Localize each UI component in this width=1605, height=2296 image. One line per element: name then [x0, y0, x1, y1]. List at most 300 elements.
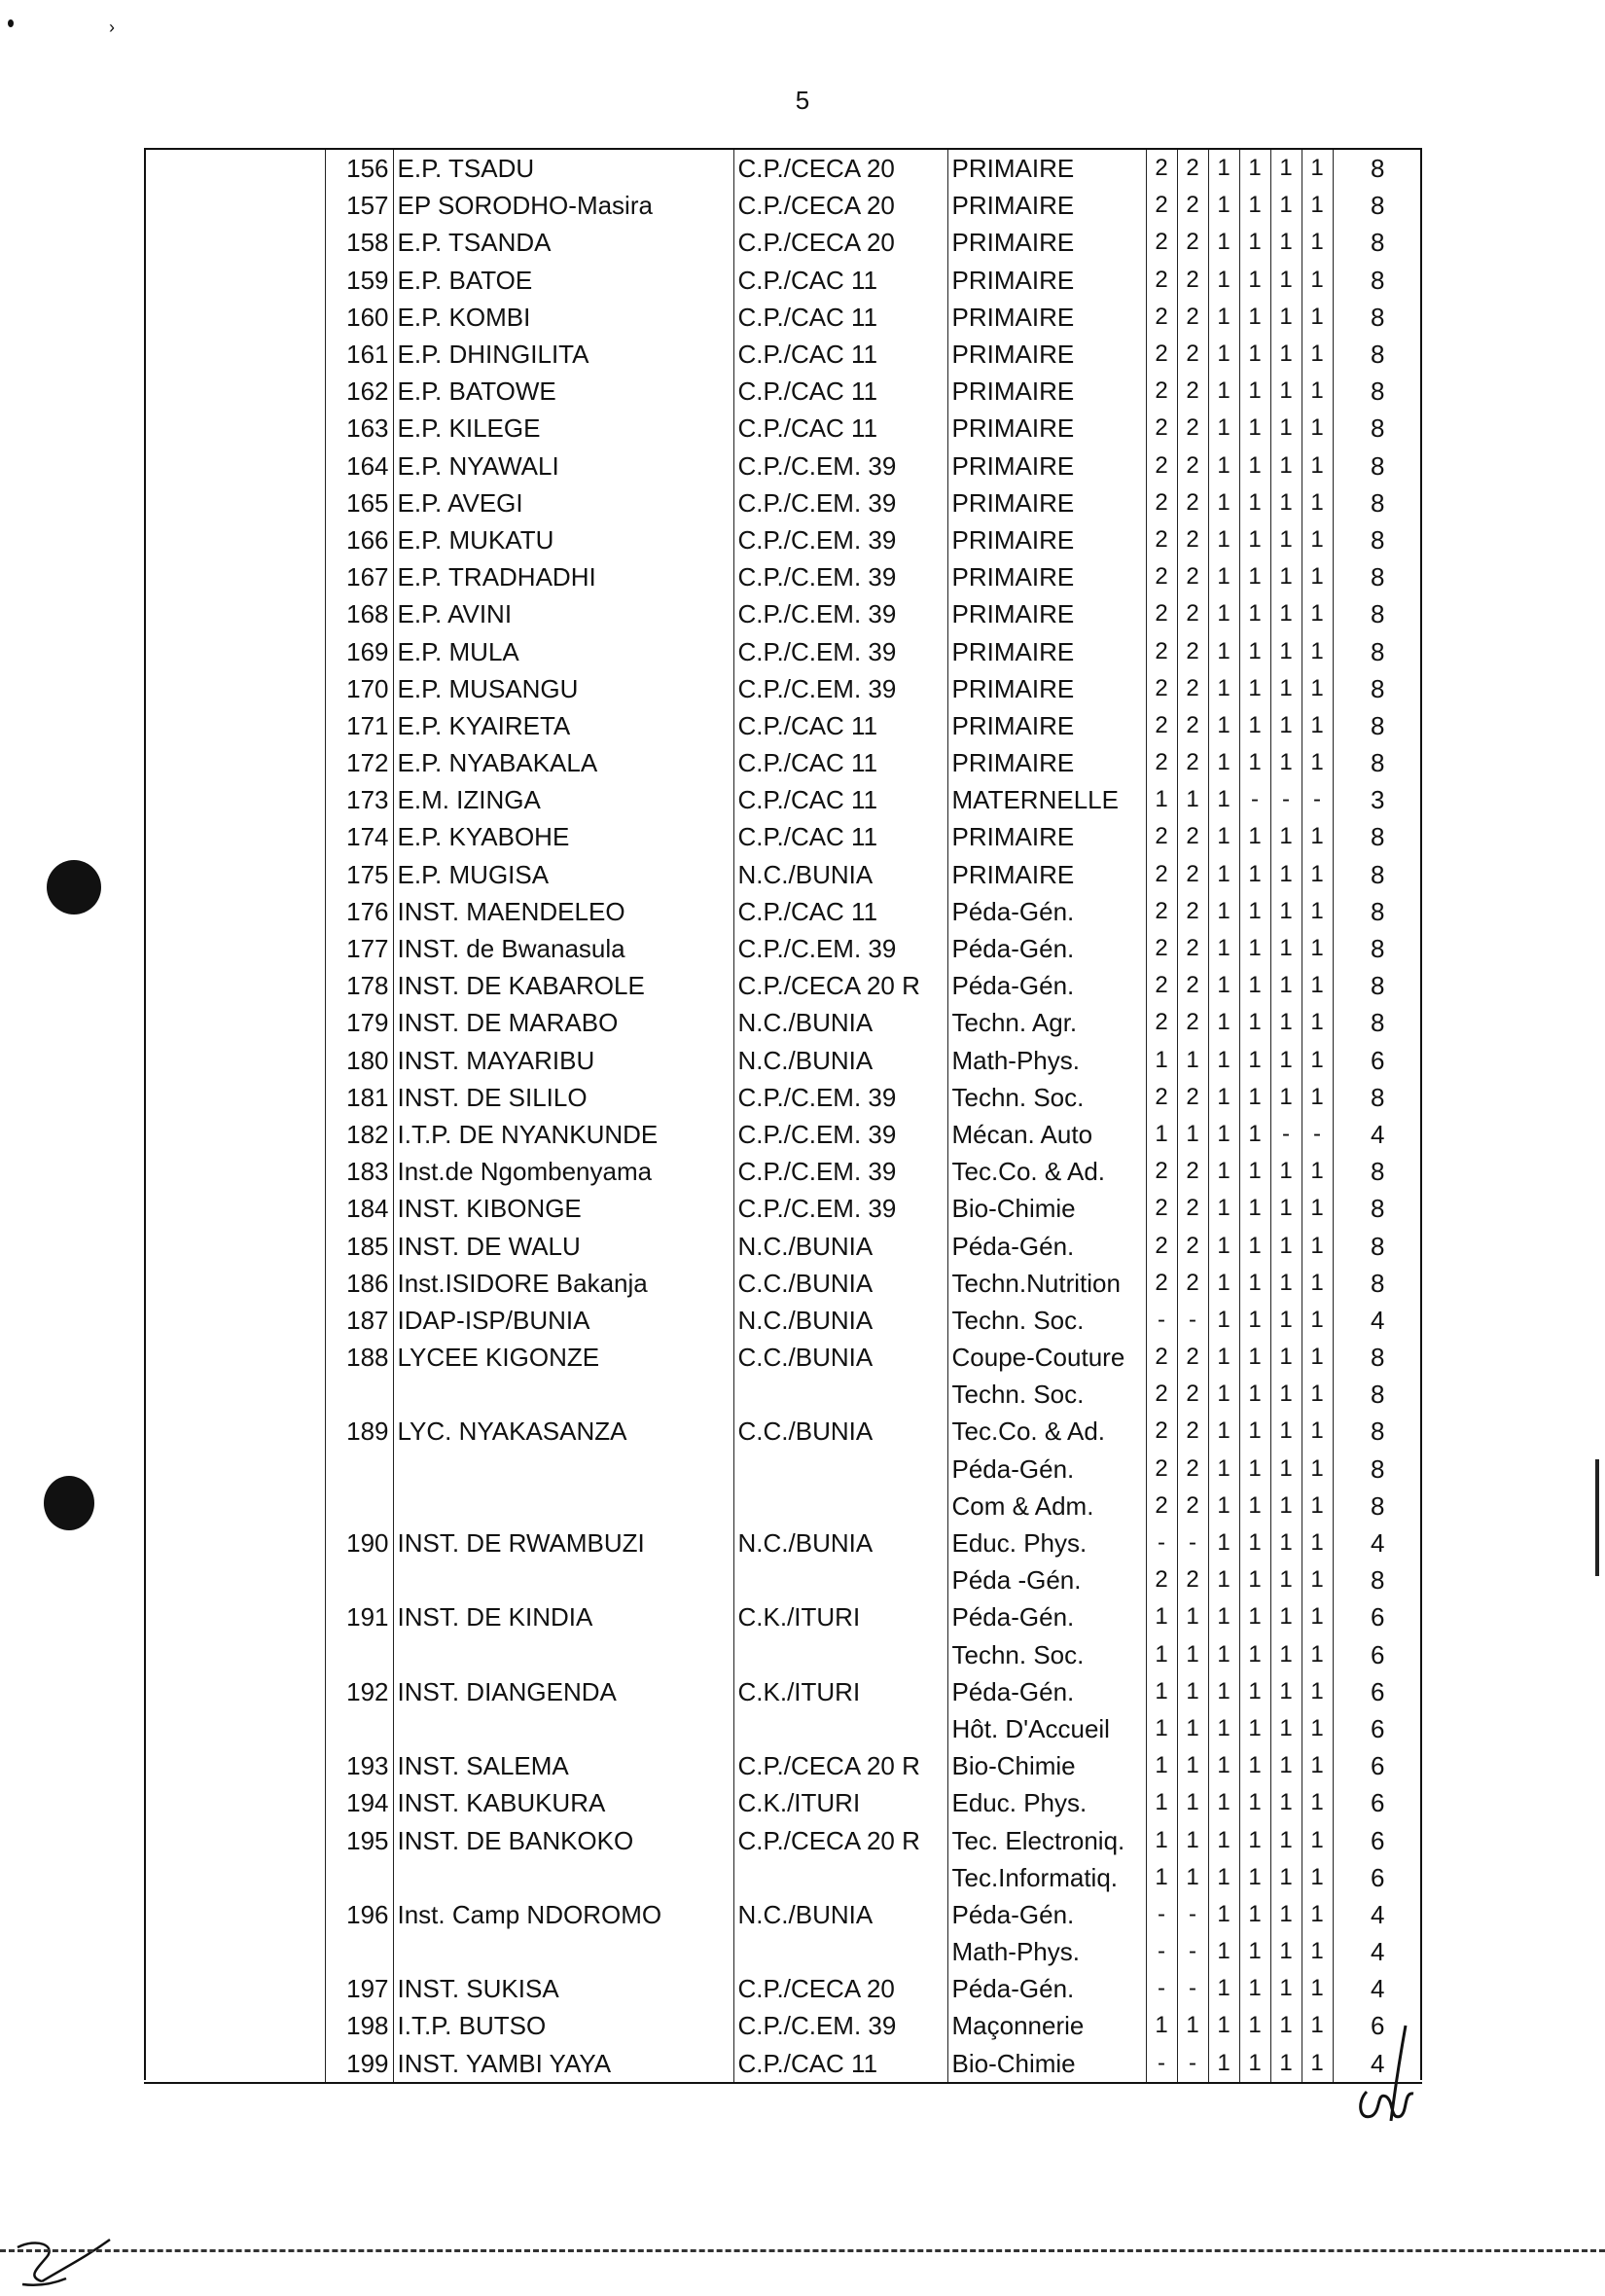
cell-section: Bio-Chimie — [947, 1747, 1146, 1784]
cell-section: PRIMAIRE — [947, 373, 1146, 410]
cell-total: 8 — [1333, 149, 1422, 187]
cell-c2: 1 — [1177, 1598, 1208, 1635]
cell-section: Péda-Gén. — [947, 967, 1146, 1004]
row-blank-cell — [144, 707, 325, 744]
cell-c4: 1 — [1239, 224, 1270, 261]
cell-c1: 2 — [1146, 818, 1177, 855]
cell-total: 4 — [1333, 1116, 1422, 1153]
row-blank-cell — [144, 1933, 325, 1970]
cell-school: INST. DE KINDIA — [393, 1598, 733, 1635]
table-row — [144, 448, 1422, 484]
cell-total: 4 — [1333, 1896, 1422, 1933]
cell-c3: 1 — [1208, 1079, 1239, 1116]
cell-school: INST. DE WALU — [393, 1227, 733, 1264]
cell-school: I.T.P. BUTSO — [393, 2007, 733, 2044]
cell-total: 6 — [1333, 1821, 1422, 1858]
cell-section: Tec.Informatiq. — [947, 1859, 1146, 1896]
cell-c1: 2 — [1146, 1153, 1177, 1190]
cell-total: 8 — [1333, 1339, 1422, 1376]
cell-c4: 1 — [1239, 1488, 1270, 1525]
cell-c2: - — [1177, 2045, 1208, 2083]
cell-section: Techn. Soc. — [947, 1302, 1146, 1339]
cell-no: 196 — [325, 1896, 393, 1933]
cell-office: N.C./BUNIA — [733, 1302, 947, 1339]
cell-total: 8 — [1333, 967, 1422, 1004]
cell-c4: 1 — [1239, 1413, 1270, 1450]
cell-c2: 2 — [1177, 1265, 1208, 1302]
cell-c3: 1 — [1208, 1116, 1239, 1153]
cell-office: C.P./C.EM. 39 — [733, 484, 947, 521]
cell-c2: 2 — [1177, 1079, 1208, 1116]
cell-c1: 1 — [1146, 2007, 1177, 2044]
cell-school: E.P. DHINGILITA — [393, 336, 733, 373]
cell-school: INST. MAYARIBU — [393, 1042, 733, 1079]
cell-c5: 1 — [1270, 1451, 1302, 1488]
cell-c5: 1 — [1270, 1190, 1302, 1227]
page-number: 5 — [795, 86, 810, 115]
table-row — [144, 2007, 1422, 2044]
cell-c4: 1 — [1239, 1004, 1270, 1041]
table-row — [144, 1265, 1422, 1302]
cell-c6: 1 — [1302, 1598, 1333, 1635]
cell-school: INST. SALEMA — [393, 1747, 733, 1784]
cell-c5: 1 — [1270, 521, 1302, 558]
cell-no: 176 — [325, 893, 393, 930]
cell-no: 195 — [325, 1821, 393, 1858]
cell-school — [393, 1376, 733, 1413]
cell-c6: 1 — [1302, 224, 1333, 261]
cell-c5: 1 — [1270, 1784, 1302, 1821]
cell-c5: 1 — [1270, 1227, 1302, 1264]
cell-school: LYCEE KIGONZE — [393, 1339, 733, 1376]
cell-c2: - — [1177, 1525, 1208, 1561]
cell-c2: 2 — [1177, 1376, 1208, 1413]
cell-c2: 2 — [1177, 336, 1208, 373]
cell-c6: 1 — [1302, 744, 1333, 781]
cell-c1: 1 — [1146, 1598, 1177, 1635]
cell-c4: 1 — [1239, 893, 1270, 930]
row-blank-cell — [144, 1190, 325, 1227]
cell-c1: 2 — [1146, 1004, 1177, 1041]
cell-c5: 1 — [1270, 1933, 1302, 1970]
cell-section: Techn.Nutrition — [947, 1265, 1146, 1302]
cell-c6: 1 — [1302, 1970, 1333, 2007]
cell-c4: 1 — [1239, 299, 1270, 336]
cell-c3: 1 — [1208, 1933, 1239, 1970]
table-row — [144, 856, 1422, 893]
cell-c5: 1 — [1270, 1970, 1302, 2007]
cell-total: 8 — [1333, 410, 1422, 447]
cell-total: 6 — [1333, 1598, 1422, 1635]
cell-c1: 2 — [1146, 930, 1177, 967]
cell-total: 6 — [1333, 1636, 1422, 1673]
cell-office: C.P./C.EM. 39 — [733, 632, 947, 669]
table-row — [144, 1227, 1422, 1264]
table-row — [144, 1970, 1422, 2007]
cell-section: PRIMAIRE — [947, 299, 1146, 336]
cell-c6: 1 — [1302, 1042, 1333, 1079]
cell-total: 8 — [1333, 856, 1422, 893]
cell-c1: 2 — [1146, 1561, 1177, 1598]
cell-c2: 2 — [1177, 1004, 1208, 1041]
cell-c5: - — [1270, 781, 1302, 818]
row-blank-cell — [144, 1859, 325, 1896]
cell-c5: 1 — [1270, 1710, 1302, 1747]
cell-c2: 2 — [1177, 262, 1208, 299]
cell-school: Inst. Camp NDOROMO — [393, 1896, 733, 1933]
cell-c4: 1 — [1239, 1784, 1270, 1821]
cell-c5: 1 — [1270, 1859, 1302, 1896]
cell-section: Péda-Gén. — [947, 1673, 1146, 1710]
cell-c3: 1 — [1208, 1451, 1239, 1488]
cell-c6: 1 — [1302, 558, 1333, 595]
cell-school: E.P. NYABAKALA — [393, 744, 733, 781]
cell-office — [733, 1451, 947, 1488]
table-row — [144, 373, 1422, 410]
cell-no: 188 — [325, 1339, 393, 1376]
cell-c3: 1 — [1208, 1004, 1239, 1041]
cell-school: INST. DE SILILO — [393, 1079, 733, 1116]
cell-office: C.C./BUNIA — [733, 1339, 947, 1376]
cell-c5: 1 — [1270, 224, 1302, 261]
cell-c3: 1 — [1208, 707, 1239, 744]
cell-no: 160 — [325, 299, 393, 336]
cell-school: EP SORODHO-Masira — [393, 187, 733, 224]
cell-c2: 1 — [1177, 1636, 1208, 1673]
cell-c4: 1 — [1239, 484, 1270, 521]
cell-section: PRIMAIRE — [947, 558, 1146, 595]
cell-c1: 2 — [1146, 893, 1177, 930]
cell-c5: 1 — [1270, 632, 1302, 669]
cell-office: C.P./CAC 11 — [733, 410, 947, 447]
cell-c5: 1 — [1270, 187, 1302, 224]
cell-c1: 1 — [1146, 1747, 1177, 1784]
cell-c1: - — [1146, 1896, 1177, 1933]
cell-c5: 1 — [1270, 336, 1302, 373]
table-row — [144, 744, 1422, 781]
cell-school: INST. DE KABAROLE — [393, 967, 733, 1004]
cell-section: PRIMAIRE — [947, 149, 1146, 187]
cell-c2: 2 — [1177, 224, 1208, 261]
cell-c1: 2 — [1146, 1413, 1177, 1450]
cell-c4: 1 — [1239, 262, 1270, 299]
cell-school: E.P. KILEGE — [393, 410, 733, 447]
edge-mark — [1595, 1459, 1599, 1576]
cell-c5: 1 — [1270, 967, 1302, 1004]
cell-c5: 1 — [1270, 595, 1302, 632]
cell-c2: 2 — [1177, 299, 1208, 336]
row-blank-cell — [144, 1747, 325, 1784]
cell-no: 191 — [325, 1598, 393, 1635]
cell-total: 8 — [1333, 1004, 1422, 1041]
cell-c4: 1 — [1239, 1265, 1270, 1302]
cell-section: PRIMAIRE — [947, 484, 1146, 521]
cell-c6: 1 — [1302, 1821, 1333, 1858]
cell-total: 8 — [1333, 1413, 1422, 1450]
cell-no: 168 — [325, 595, 393, 632]
cell-c1: - — [1146, 1933, 1177, 1970]
cell-c4: 1 — [1239, 2045, 1270, 2083]
cell-c5: 1 — [1270, 930, 1302, 967]
cell-total: 6 — [1333, 1042, 1422, 1079]
cell-total: 4 — [1333, 1302, 1422, 1339]
cell-no — [325, 1859, 393, 1896]
row-blank-cell — [144, 1227, 325, 1264]
row-blank-cell — [144, 893, 325, 930]
cell-office: C.K./ITURI — [733, 1784, 947, 1821]
cell-school — [393, 1636, 733, 1673]
cell-no: 179 — [325, 1004, 393, 1041]
row-blank-cell — [144, 1821, 325, 1858]
cell-section: Math-Phys. — [947, 1933, 1146, 1970]
table-row — [144, 1747, 1422, 1784]
cell-no — [325, 1561, 393, 1598]
cell-c6: 1 — [1302, 893, 1333, 930]
cell-total: 6 — [1333, 1859, 1422, 1896]
cell-c6: 1 — [1302, 1525, 1333, 1561]
cell-c3: 1 — [1208, 1896, 1239, 1933]
cell-c1: 1 — [1146, 1042, 1177, 1079]
cell-c1: 1 — [1146, 1636, 1177, 1673]
cell-section: PRIMAIRE — [947, 707, 1146, 744]
cell-c1: 1 — [1146, 1710, 1177, 1747]
cell-c4: 1 — [1239, 1933, 1270, 1970]
cell-c2: 1 — [1177, 2007, 1208, 2044]
cell-c1: 2 — [1146, 448, 1177, 484]
cell-office: N.C./BUNIA — [733, 1227, 947, 1264]
cell-c6: 1 — [1302, 595, 1333, 632]
cell-c4: 1 — [1239, 1451, 1270, 1488]
cell-section: Péda -Gén. — [947, 1561, 1146, 1598]
table-row — [144, 187, 1422, 224]
table-row — [144, 930, 1422, 967]
table-row — [144, 521, 1422, 558]
cell-c3: 1 — [1208, 856, 1239, 893]
table-row — [144, 1636, 1422, 1673]
cell-c1: - — [1146, 1970, 1177, 2007]
cell-school — [393, 1933, 733, 1970]
cell-office: N.C./BUNIA — [733, 856, 947, 893]
row-blank-cell — [144, 299, 325, 336]
cell-c1: 2 — [1146, 1376, 1177, 1413]
cell-c6: 1 — [1302, 1747, 1333, 1784]
cell-c3: 1 — [1208, 149, 1239, 187]
cell-no: 159 — [325, 262, 393, 299]
cell-c1: 2 — [1146, 262, 1177, 299]
cell-c6: 1 — [1302, 1227, 1333, 1264]
table-row — [144, 1004, 1422, 1041]
cell-school: IDAP-ISP/BUNIA — [393, 1302, 733, 1339]
cell-c6: 1 — [1302, 1339, 1333, 1376]
cell-c2: 2 — [1177, 1413, 1208, 1450]
cell-c3: 1 — [1208, 1376, 1239, 1413]
cell-total: 8 — [1333, 448, 1422, 484]
cell-c5: - — [1270, 1116, 1302, 1153]
cell-c1: 2 — [1146, 1079, 1177, 1116]
cell-no: 164 — [325, 448, 393, 484]
cell-c3: 1 — [1208, 1970, 1239, 2007]
cell-no: 197 — [325, 1970, 393, 2007]
cell-section: Tec.Co. & Ad. — [947, 1413, 1146, 1450]
scan-speck-mark: › — [109, 18, 115, 37]
cell-c3: 1 — [1208, 2045, 1239, 2083]
cell-c3: 1 — [1208, 484, 1239, 521]
cell-office: C.P./C.EM. 39 — [733, 1116, 947, 1153]
cell-c1: 2 — [1146, 484, 1177, 521]
cell-c5: 1 — [1270, 856, 1302, 893]
cell-c2: 2 — [1177, 670, 1208, 707]
cell-c4: 1 — [1239, 818, 1270, 855]
cell-section: Péda-Gén. — [947, 1227, 1146, 1264]
cell-c4: 1 — [1239, 373, 1270, 410]
cell-c6: 1 — [1302, 1413, 1333, 1450]
cell-total: 6 — [1333, 1710, 1422, 1747]
cell-school: INST. DIANGENDA — [393, 1673, 733, 1710]
cell-total: 3 — [1333, 781, 1422, 818]
cell-c3: 1 — [1208, 670, 1239, 707]
cell-c4: 1 — [1239, 521, 1270, 558]
row-blank-cell — [144, 632, 325, 669]
cell-section: Techn. Agr. — [947, 1004, 1146, 1041]
cell-c1: 2 — [1146, 1451, 1177, 1488]
cell-c4: 1 — [1239, 149, 1270, 187]
cell-c1: 2 — [1146, 1265, 1177, 1302]
cell-school — [393, 1561, 733, 1598]
cell-office: N.C./BUNIA — [733, 1896, 947, 1933]
row-blank-cell — [144, 1598, 325, 1635]
cell-office: C.P./CECA 20 R — [733, 1747, 947, 1784]
table-row — [144, 262, 1422, 299]
cell-school — [393, 1488, 733, 1525]
cell-section: Péda-Gén. — [947, 1896, 1146, 1933]
cell-c5: 1 — [1270, 818, 1302, 855]
cell-office: C.P./C.EM. 39 — [733, 670, 947, 707]
cell-c2: 2 — [1177, 149, 1208, 187]
cell-section: Péda-Gén. — [947, 1970, 1146, 2007]
cell-section: Hôt. D'Accueil — [947, 1710, 1146, 1747]
cell-c2: 2 — [1177, 410, 1208, 447]
cell-section: Tec. Electroniq. — [947, 1821, 1146, 1858]
cell-c6: 1 — [1302, 1004, 1333, 1041]
cell-c5: 1 — [1270, 2007, 1302, 2044]
cell-school: E.P. TSANDA — [393, 224, 733, 261]
cell-section: Coupe-Couture — [947, 1339, 1146, 1376]
cell-total: 8 — [1333, 595, 1422, 632]
table-row — [144, 1116, 1422, 1153]
cell-office — [733, 1376, 947, 1413]
cell-office: C.P./CAC 11 — [733, 262, 947, 299]
cell-total: 8 — [1333, 262, 1422, 299]
cell-school: E.P. MUKATU — [393, 521, 733, 558]
cell-c1: 2 — [1146, 670, 1177, 707]
cell-office — [733, 1636, 947, 1673]
cell-c1: - — [1146, 2045, 1177, 2083]
row-blank-cell — [144, 1970, 325, 2007]
cell-c1: 2 — [1146, 149, 1177, 187]
table-row — [144, 1190, 1422, 1227]
cell-total: 8 — [1333, 744, 1422, 781]
row-blank-cell — [144, 967, 325, 1004]
cell-c2: 2 — [1177, 632, 1208, 669]
row-blank-cell — [144, 2007, 325, 2044]
cell-c4: 1 — [1239, 1042, 1270, 1079]
cell-c4: 1 — [1239, 632, 1270, 669]
row-blank-cell — [144, 1896, 325, 1933]
cell-c4: 1 — [1239, 1710, 1270, 1747]
cell-no: 165 — [325, 484, 393, 521]
table-row — [144, 1821, 1422, 1858]
row-blank-cell — [144, 1079, 325, 1116]
cell-c2: 1 — [1177, 1859, 1208, 1896]
cell-c2: 2 — [1177, 187, 1208, 224]
cell-school — [393, 1859, 733, 1896]
cell-c4: 1 — [1239, 1376, 1270, 1413]
cell-c4: 1 — [1239, 1116, 1270, 1153]
binder-hole-upper — [47, 860, 101, 915]
table-row — [144, 967, 1422, 1004]
cell-c5: 1 — [1270, 1488, 1302, 1525]
cell-c1: 2 — [1146, 558, 1177, 595]
cell-c5: 1 — [1270, 1004, 1302, 1041]
table-row — [144, 1525, 1422, 1561]
cell-c4: 1 — [1239, 1561, 1270, 1598]
cell-total: 4 — [1333, 2045, 1422, 2083]
cell-c1: 2 — [1146, 1339, 1177, 1376]
row-blank-cell — [144, 1116, 325, 1153]
cell-total: 8 — [1333, 521, 1422, 558]
table-row — [144, 1376, 1422, 1413]
cell-c5: 1 — [1270, 1747, 1302, 1784]
cell-no: 163 — [325, 410, 393, 447]
row-blank-cell — [144, 930, 325, 967]
row-blank-cell — [144, 744, 325, 781]
cell-total: 8 — [1333, 670, 1422, 707]
cell-c6: 1 — [1302, 1265, 1333, 1302]
cell-c6: 1 — [1302, 1896, 1333, 1933]
row-blank-cell — [144, 1153, 325, 1190]
cell-c3: 1 — [1208, 1190, 1239, 1227]
table-row — [144, 484, 1422, 521]
cell-office: C.P./CECA 20 R — [733, 967, 947, 1004]
cell-c2: 1 — [1177, 1116, 1208, 1153]
cell-c2: 2 — [1177, 744, 1208, 781]
cell-c3: 1 — [1208, 373, 1239, 410]
table-row — [144, 1153, 1422, 1190]
cell-c4: 1 — [1239, 187, 1270, 224]
cell-c3: 1 — [1208, 1710, 1239, 1747]
cell-c2: 2 — [1177, 373, 1208, 410]
cell-office: N.C./BUNIA — [733, 1042, 947, 1079]
row-blank-cell — [144, 818, 325, 855]
cell-section: Bio-Chimie — [947, 1190, 1146, 1227]
row-blank-cell — [144, 149, 325, 187]
cell-c2: 2 — [1177, 930, 1208, 967]
cell-school: INST. KABUKURA — [393, 1784, 733, 1821]
table-row — [144, 1079, 1422, 1116]
cell-c2: 2 — [1177, 818, 1208, 855]
cell-c5: 1 — [1270, 2045, 1302, 2083]
row-blank-cell — [144, 1004, 325, 1041]
cell-no: 185 — [325, 1227, 393, 1264]
cell-c3: 1 — [1208, 1153, 1239, 1190]
cell-c1: 2 — [1146, 595, 1177, 632]
cell-c1: 2 — [1146, 187, 1177, 224]
cell-c6: 1 — [1302, 1859, 1333, 1896]
cell-no: 172 — [325, 744, 393, 781]
cell-c1: 1 — [1146, 1784, 1177, 1821]
cell-c4: 1 — [1239, 1079, 1270, 1116]
cell-c6: 1 — [1302, 448, 1333, 484]
